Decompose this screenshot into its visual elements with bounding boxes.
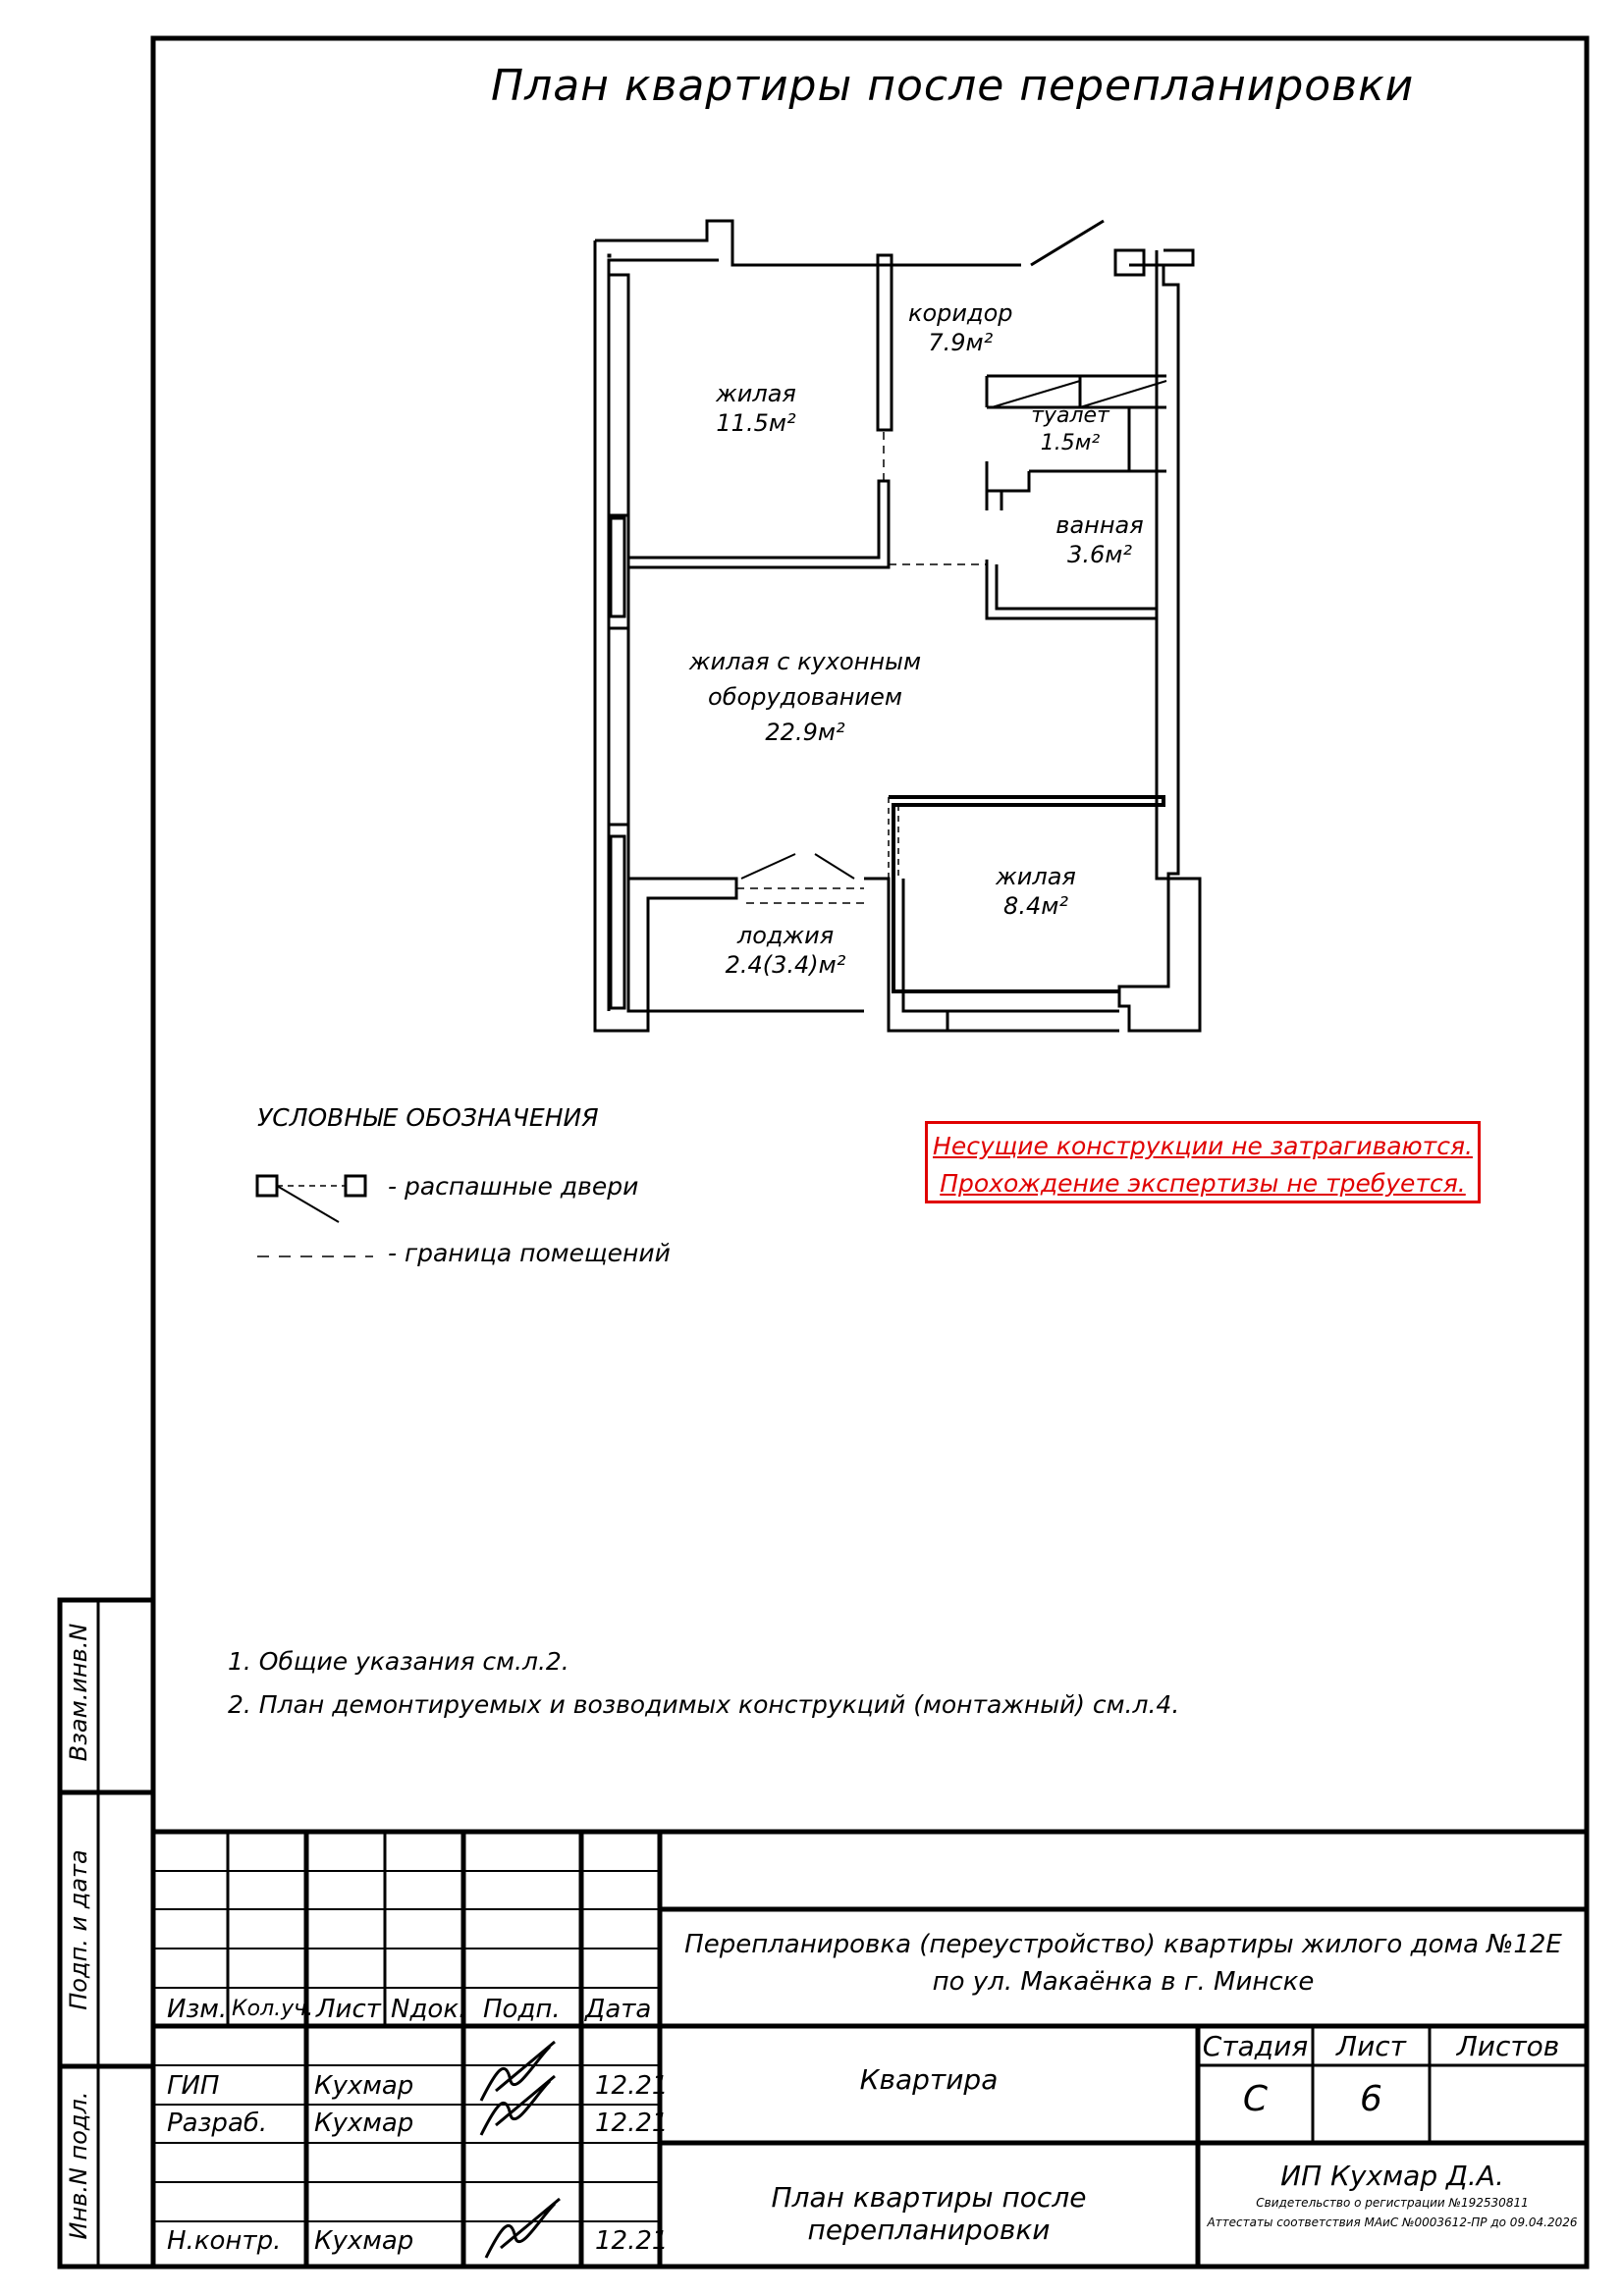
room-name: туалет xyxy=(1031,403,1109,428)
tb-project-line-1: Перепланировка (переустройство) квартиры жилого дома №12Е xyxy=(684,1930,1562,1959)
tb-name-nkontr: Кухмар xyxy=(314,2226,414,2256)
tb-role-razrab: Разраб. xyxy=(167,2109,268,2138)
tb-name-gip: Кухмар xyxy=(314,2071,414,2101)
tb-stage-value: С xyxy=(1242,2079,1269,2119)
signatures xyxy=(481,2042,560,2258)
room-area: 7.9м² xyxy=(928,329,994,356)
floor-plan xyxy=(595,221,1200,1031)
room-area: 8.4м² xyxy=(1003,892,1068,920)
notice-line-2: Прохождение экспертизы не требуется. xyxy=(940,1169,1466,1198)
tb-role-nkontr: Н.контр. xyxy=(167,2226,282,2256)
room-name: лоджия xyxy=(736,922,835,949)
tb-stage-label: Стадия xyxy=(1202,2030,1309,2062)
side-stamp-replace-inv: Взам.инв.N xyxy=(65,1623,92,1762)
room-toilet xyxy=(1016,402,1124,457)
room-living-kitchen xyxy=(677,644,933,750)
tb-org-name: ИП Кухмар Д.А. xyxy=(1280,2160,1504,2192)
legend-door-symbol xyxy=(257,1176,365,1222)
tb-role-gip: ГИП xyxy=(167,2071,220,2101)
tb-project-line-2: по ул. Макаёнка в г. Минске xyxy=(932,1967,1315,1997)
notice-box xyxy=(925,1121,1481,1203)
tb-header-date: Дата xyxy=(585,1995,652,2024)
side-stamp-sign-date: Подп. и дата xyxy=(65,1849,92,2010)
tb-org xyxy=(1198,2160,1587,2232)
tb-date-razrab: 12.21 xyxy=(595,2109,669,2138)
tb-header-podp: Подп. xyxy=(483,1995,561,2024)
room-area: 1.5м² xyxy=(1040,431,1101,455)
tb-project xyxy=(660,1926,1587,2001)
tb-header-izm: Изм. xyxy=(167,1995,228,2024)
tb-sheets-label: Листов xyxy=(1456,2030,1560,2062)
note-1: 1. Общие указания см.л.2. xyxy=(228,1647,569,1676)
room-name-2: оборудованием xyxy=(708,683,902,711)
room-name: коридор xyxy=(908,299,1013,327)
tb-drawing-name: План квартиры после перепланировки xyxy=(771,2181,1087,2246)
legend-item-boundary: - граница помещений xyxy=(388,1239,671,1267)
legend-item-doors: - распашные двери xyxy=(388,1172,639,1201)
side-stamp-orig-inv: Инв.N подл. xyxy=(65,2091,92,2240)
tb-header-list: Лист xyxy=(316,1995,381,2024)
room-name: жилая с кухонным xyxy=(688,648,922,675)
tb-sheet-value: 6 xyxy=(1360,2079,1382,2119)
tb-object-name: Квартира xyxy=(859,2063,999,2096)
room-corridor xyxy=(908,298,1013,357)
room-loggia xyxy=(707,921,864,980)
tb-date-gip: 12.21 xyxy=(595,2071,669,2101)
legend-heading: УСЛОВНЫЕ ОБОЗНАЧЕНИЯ xyxy=(257,1103,599,1132)
room-area: 3.6м² xyxy=(1067,541,1132,568)
room-name: жилая xyxy=(716,380,796,407)
room-area: 2.4(3.4)м² xyxy=(725,951,846,979)
tb-header-kolvo: Кол.уч. xyxy=(232,1997,314,2021)
note-2: 2. План демонтируемых и возводимых конструкций (монтажный) см.л.4. xyxy=(228,1690,1180,1719)
notice-line-1: Несущие конструкции не затрагиваются. xyxy=(933,1132,1473,1160)
tb-sheet-label: Лист xyxy=(1336,2030,1406,2062)
room-name: жилая xyxy=(996,863,1076,890)
room-living-11 xyxy=(707,379,805,438)
tb-date-nkontr: 12.21 xyxy=(595,2226,669,2256)
tb-org-attest: Аттестаты соответствия МАиС №0003612-ПР до 09.04.2026 xyxy=(1207,2216,1578,2229)
room-name: ванная xyxy=(1055,511,1144,539)
room-living-8 xyxy=(982,862,1090,921)
tb-name-razrab: Кухмар xyxy=(314,2109,414,2138)
tb-org-cert: Свидетельство о регистрации №192530811 xyxy=(1256,2196,1529,2210)
tb-header-ndok: Nдок. xyxy=(391,1995,467,2024)
room-area: 22.9м² xyxy=(765,719,845,746)
room-area: 11.5м² xyxy=(716,409,796,437)
room-bath xyxy=(1041,510,1159,569)
sheet-title: План квартиры после перепланировки xyxy=(491,61,1415,111)
